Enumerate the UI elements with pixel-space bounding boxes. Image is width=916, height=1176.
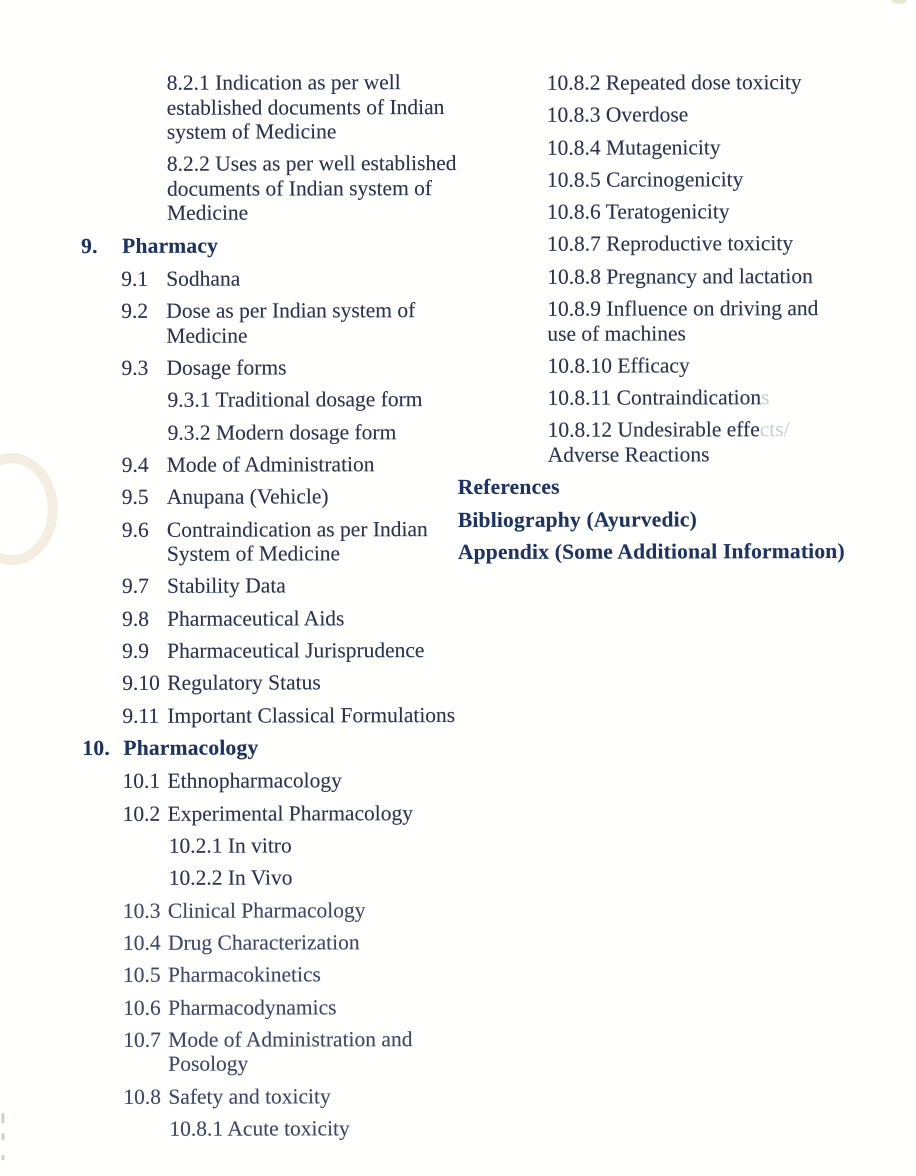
toc-entry-label: Regulatory Status xyxy=(167,670,321,696)
toc-entry-10-8-6: 10.8.6 Teratogenicity xyxy=(546,199,730,224)
toc-heading-appendix-some-additional-information: Appendix (Some Additional Information) xyxy=(457,538,845,564)
toc-entry-number: 10.2 xyxy=(122,801,161,826)
toc-entry-10-8-8: 10.8.8 Pregnancy and lactation xyxy=(547,263,813,289)
toc-entry-number: 9.8 xyxy=(122,606,149,631)
toc-entry-10-8-5: 10.8.5 Carcinogenicity xyxy=(546,167,744,192)
toc-entry-10-1 xyxy=(82,768,477,794)
toc-entry-10-2-2: 10.2.2 In Vivo xyxy=(168,865,293,891)
toc-column-left xyxy=(81,70,479,1149)
toc-entry-number: 10.1 xyxy=(122,769,161,794)
toc-entry-10-4 xyxy=(83,930,478,956)
scan-artifact-speck xyxy=(891,0,906,4)
toc-entry-10-6 xyxy=(83,994,478,1020)
toc-entry-label: Stability Data xyxy=(166,573,286,599)
toc-entry-label: Pharmacokinetics xyxy=(167,962,321,987)
toc-entry-number: 10.7 xyxy=(123,1027,161,1052)
toc-entry-number: 9.9 xyxy=(122,638,150,663)
toc-section-pharmacy xyxy=(81,233,476,259)
toc-entry-8-2-1: 8.2.1 Indication as per well established documents of Indian system of Medicine xyxy=(166,70,445,144)
toc-section-number: 10. xyxy=(82,735,110,760)
toc-section-pharmacology xyxy=(82,735,477,761)
toc-entry-faded-text: s xyxy=(761,385,770,410)
toc-entry-8-2-2: 8.2.2 Uses as per well established documents of Indian system of Medicine xyxy=(166,151,457,226)
toc-entry-number: 9.2 xyxy=(121,299,149,324)
toc-entry-number: 10.4 xyxy=(122,930,161,955)
toc-entry-number: 9.7 xyxy=(121,574,149,599)
toc-entry-label: Clinical Pharmacology xyxy=(167,897,366,923)
toc-entry-9-5 xyxy=(82,484,477,510)
toc-entry-9-6 xyxy=(82,517,477,567)
toc-entry-9-8 xyxy=(82,606,477,632)
toc-entry-10-8-3: 10.8.3 Overdose xyxy=(546,102,689,128)
toc-entry-10-8-12: 10.8.12 Undesirable effects/ Adverse Reactions xyxy=(547,417,790,467)
toc-entry-10-2 xyxy=(83,801,478,827)
toc-entry-number: 10.3 xyxy=(122,898,161,923)
toc-entry-label: Pharmaceutical Aids xyxy=(167,606,345,631)
toc-section-title: Pharmacology xyxy=(123,735,259,760)
toc-entry-10-8-4: 10.8.4 Mutagenicity xyxy=(546,134,721,160)
toc-entry-10-8-11: 10.8.11 Contraindications xyxy=(547,385,770,410)
toc-entry-9-1 xyxy=(81,266,476,292)
scan-artifact-edge-mark xyxy=(1,1113,4,1123)
toc-entry-label: Safety and toxicity xyxy=(168,1083,331,1109)
toc-heading-references: References xyxy=(457,474,560,500)
toc-entry-number: 9.11 xyxy=(122,703,160,728)
toc-entry-label: Mode of Administration xyxy=(166,452,375,477)
toc-entry-9-11 xyxy=(82,703,477,729)
toc-entry-9-9 xyxy=(82,638,477,664)
toc-entry-number: 9.1 xyxy=(121,266,149,291)
toc-entry-9-4 xyxy=(82,452,477,478)
toc-entry-label: Important Classical Formulations xyxy=(167,702,456,728)
toc-entry-9-2 xyxy=(81,298,476,348)
toc-entry-9-3-2: 9.3.2 Modern dosage form xyxy=(167,419,397,445)
toc-entry-label: Drug Characterization xyxy=(167,930,360,955)
toc-entry-label: Ethnopharmacology xyxy=(167,768,342,794)
toc-heading-bibliography-ayurvedic: Bibliography (Ayurvedic) xyxy=(457,506,697,532)
toc-entry-10-8-10: 10.8.10 Efficacy xyxy=(547,353,690,378)
toc-section-number: 9. xyxy=(81,233,98,258)
toc-entry-9-3 xyxy=(81,355,476,381)
toc-entry-label: Pharmaceutical Jurisprudence xyxy=(167,638,425,663)
toc-entry-label: Anupana (Vehicle) xyxy=(166,484,329,510)
toc-entry-number: 9.3 xyxy=(121,355,149,381)
toc-entry-number: 9.10 xyxy=(122,671,160,696)
toc-entry-number: 10.6 xyxy=(123,995,161,1020)
toc-entry-number: 9.6 xyxy=(121,517,149,542)
toc-entry-10-8-9: 10.8.9 Influence on driving and use of machines xyxy=(547,296,819,346)
toc-entry-number: 10.8 xyxy=(123,1084,161,1109)
toc-entry-10-8-2: 10.8.2 Repeated dose toxicity xyxy=(546,70,802,95)
toc-entry-9-10 xyxy=(82,670,477,696)
toc-entry-label: Sodhana xyxy=(166,266,241,291)
toc-entry-10-8 xyxy=(83,1084,478,1110)
toc-entry-label: Dose as per Indian system of Medicine xyxy=(166,298,416,348)
scan-artifact-crescent xyxy=(0,453,58,565)
toc-entry-number: 10.5 xyxy=(122,963,161,988)
toc-entry-label: Dosage forms xyxy=(166,355,287,380)
toc-entry-label: Contraindication as per Indian System of Medicine xyxy=(166,516,428,566)
toc-entry-label: Experimental Pharmacology xyxy=(167,800,414,826)
toc-entry-number: 9.5 xyxy=(121,485,149,510)
toc-entry-9-3-1: 9.3.1 Traditional dosage form xyxy=(167,387,423,413)
toc-entry-10-3 xyxy=(83,898,478,924)
toc-section-title: Pharmacy xyxy=(122,233,219,258)
toc-entry-10-8-7: 10.8.7 Reproductive toxicity xyxy=(547,231,794,257)
toc-column-right xyxy=(457,70,908,572)
toc-entry-10-8-1: 10.8.1 Acute toxicity xyxy=(169,1116,350,1141)
toc-entry-number: 9.4 xyxy=(121,452,149,477)
toc-entry-10-7 xyxy=(83,1027,478,1077)
toc-entry-label: Mode of Administration and Posology xyxy=(168,1026,413,1077)
toc-entry-10-2-1: 10.2.1 In vitro xyxy=(168,833,292,858)
toc-entry-10-5 xyxy=(83,962,478,988)
toc-entry-label: Pharmacodynamics xyxy=(168,994,337,1020)
toc-entry-9-7 xyxy=(82,573,477,599)
toc-entry-faded-text: cts/ xyxy=(759,417,790,442)
scan-artifact-edge-mark xyxy=(1,1133,4,1140)
scan-artifact-edge-mark xyxy=(1,1155,4,1160)
